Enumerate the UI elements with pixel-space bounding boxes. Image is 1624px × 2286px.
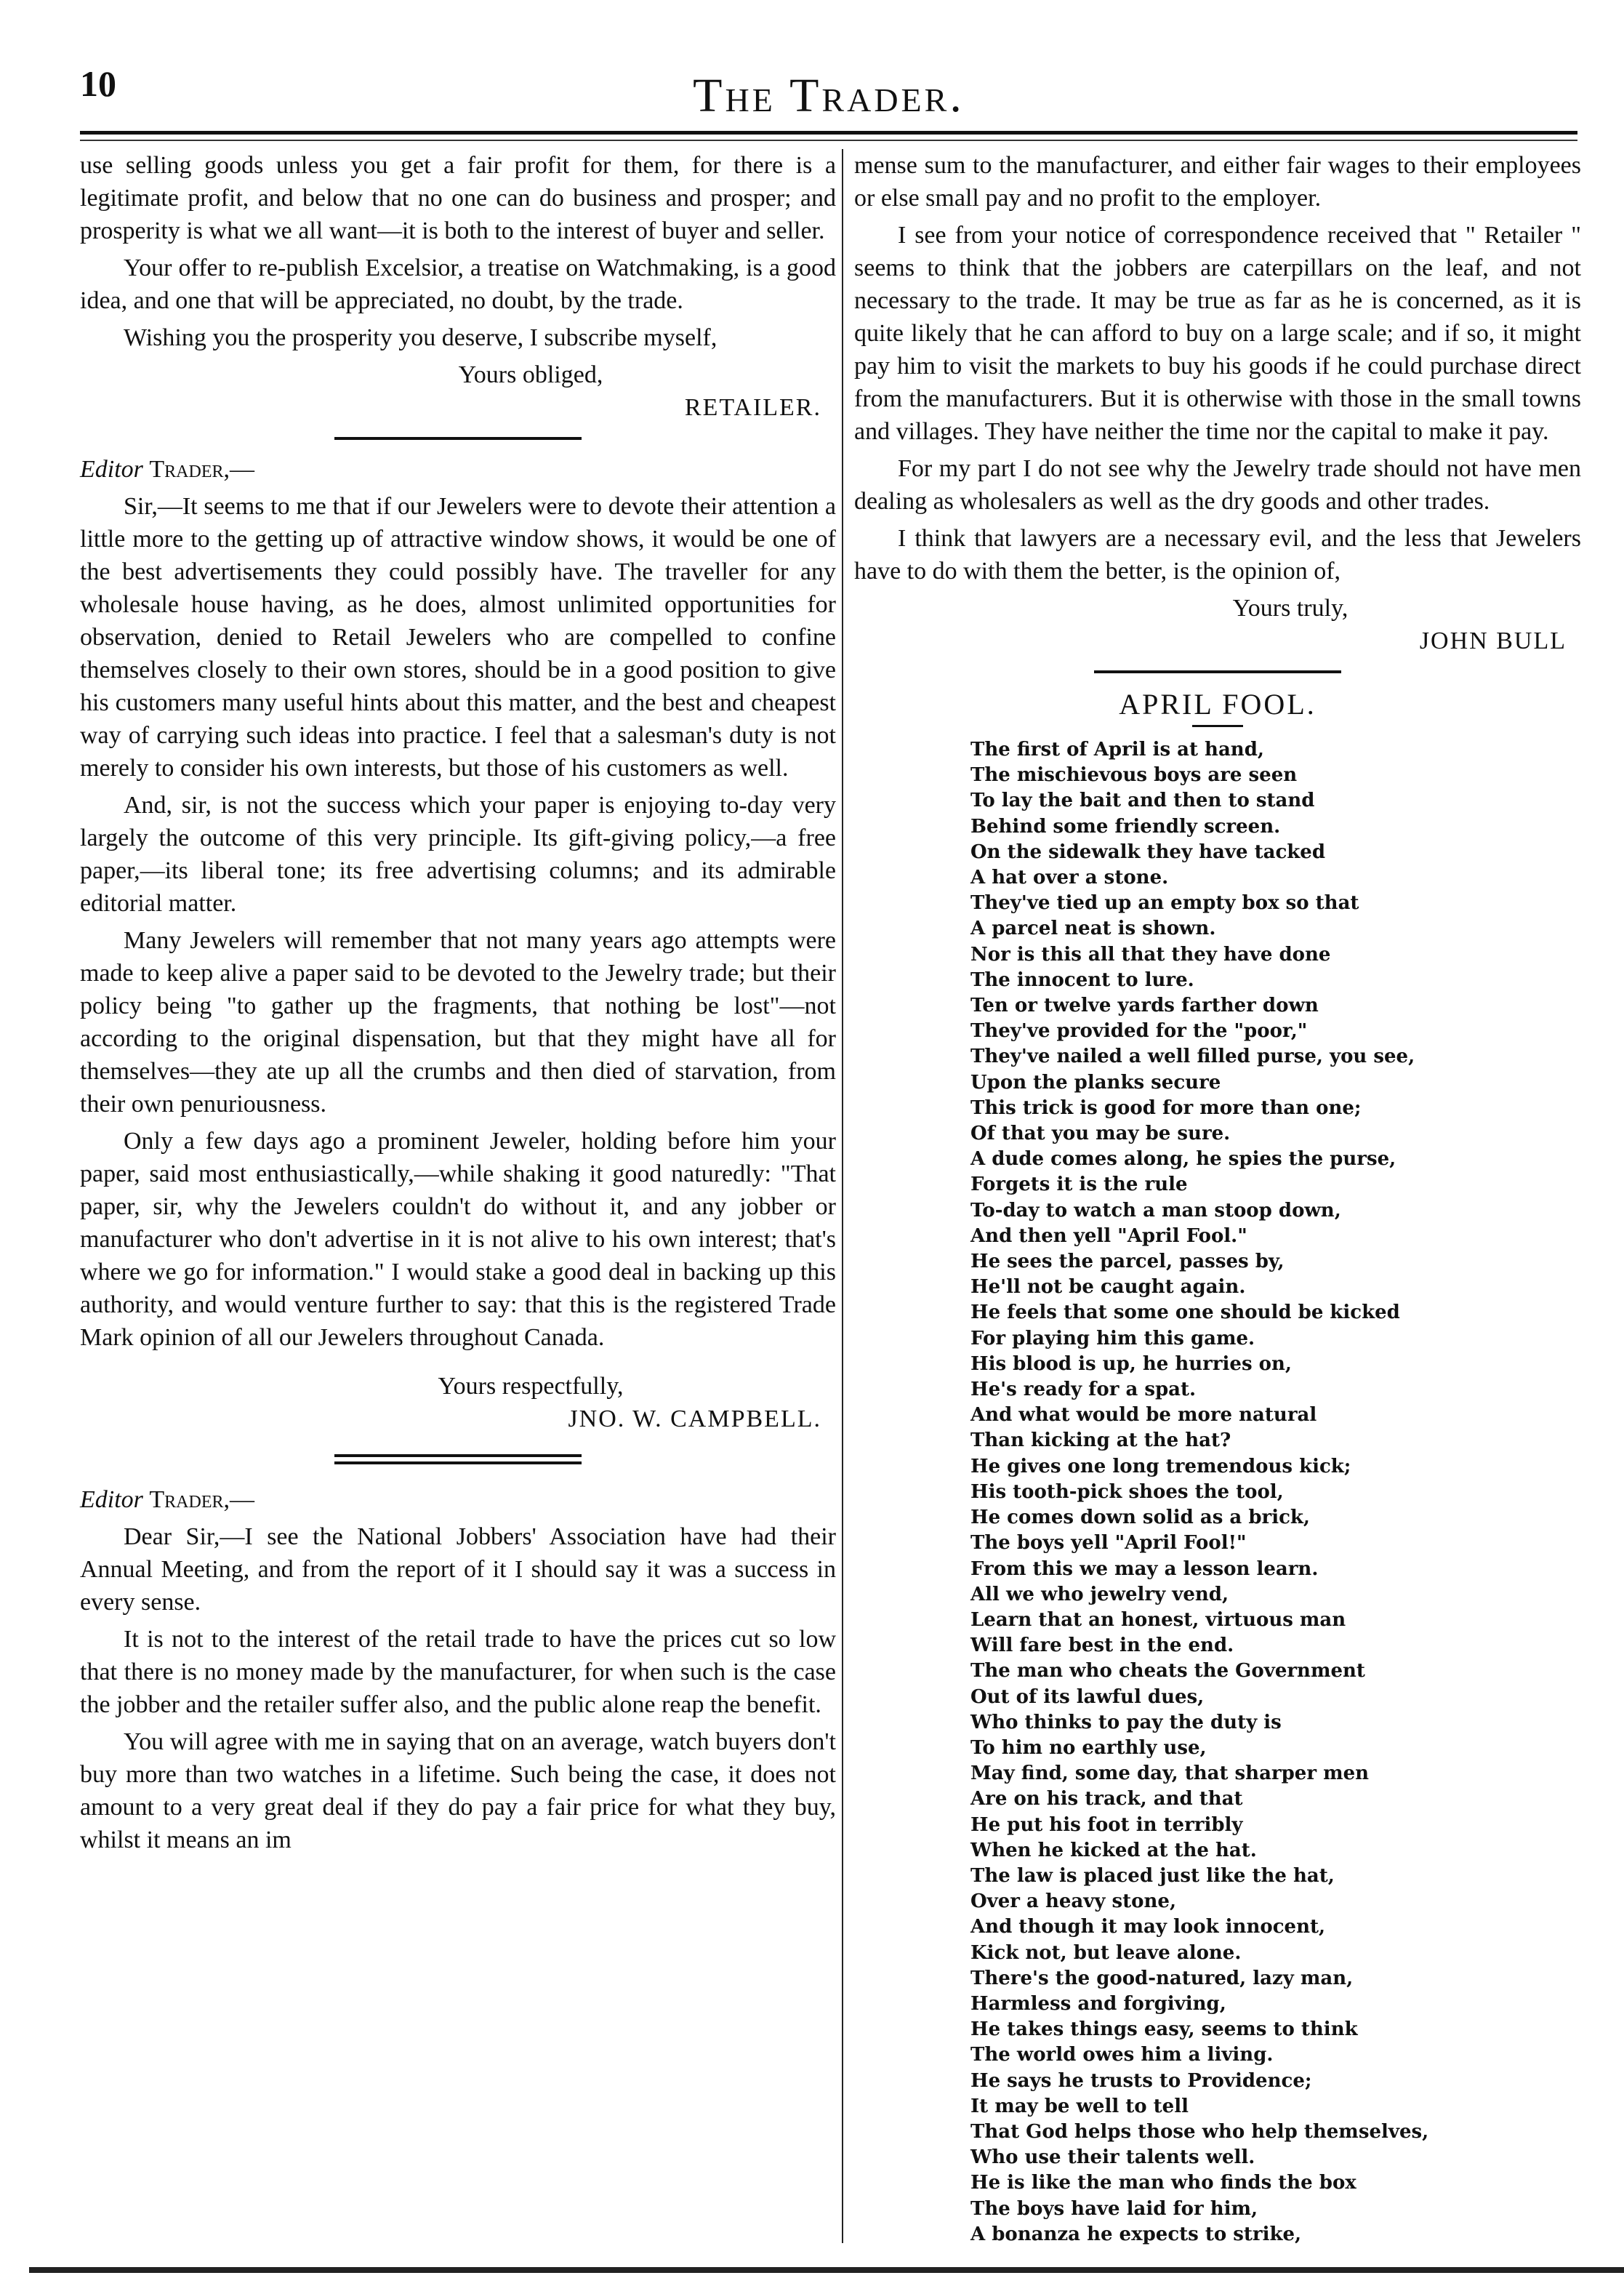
letter-paragraph: Sir,—It seems to me that if our Jewelers were to devote their attention a little more to the getting up of attractive window shows, it would be one of the best advertisements they could possibly have. The traveller for any wholesale house having, as he does, almost unlimited opportunities for observation, denied to Retail Jewelers who are compelled to confine themselves closely to their own stores, should be in a good position to give his customers many useful hints about this matter, and the best and cheapest way of carrying such ideas into practice. I feel that a salesman's duty is not merely to consider his own interests, but those of his customers as well. (80, 493, 836, 782)
letter-paragraph: Many Jewelers will remember that not many years ago attempts were made to keep alive a paper said to be devoted to the Jewelry trade; but their policy being "to gather up the fragments, that nothing be lost"—not according to the original dispensation, but that they might have all for themselves—they ate up all the crumbs and then died of starvation, from their own penuriousness. (80, 927, 836, 1118)
salutation-trader: Trader,— (149, 456, 255, 483)
left-column (80, 149, 836, 1861)
poem-line: He is like the man who finds the box (970, 2172, 1356, 2194)
poem-line: The boys have laid for him, (970, 2197, 1258, 2220)
column-divider (842, 149, 843, 2243)
poem-line: From this we may a lesson learn. (970, 1557, 1319, 1580)
right-column (854, 149, 1581, 2247)
poem-line: To him no earthly use, (970, 1736, 1207, 1759)
section-rule (1094, 670, 1341, 673)
poem-line: Harmless and forgiving, (970, 1992, 1226, 2015)
poem-line: Over a heavy stone, (970, 1890, 1176, 1913)
poem-line: When he kicked at the hat. (970, 1839, 1257, 1861)
poem-line: To lay the bait and then to stand (970, 790, 1315, 812)
letter-paragraph: use selling goods unless you get a fair profit for them, for there is a legitimate profit, and below that no one can do business and prosper; and prosperity is what we all want—it is both to the interest of buyer and seller. (80, 152, 836, 244)
poem-line: He says he trusts to Providence; (970, 2069, 1312, 2092)
page-header (80, 63, 1577, 135)
poem-line: He put his foot in terribly (970, 1813, 1243, 1836)
poem-line: May find, some day, that sharper men (970, 1762, 1370, 1785)
poem-line: Will fare best in the end. (970, 1635, 1234, 1657)
poem-line: The boys yell "April Fool!" (970, 1532, 1247, 1555)
letter-paragraph: And, sir, is not the success which your paper is enjoying to-day very largely the outcome of this very principle. Its gift-giving policy,—a free paper,—its liberal tone; its free advertising columns; and its admirable editorial matter. (80, 792, 836, 917)
poem-line: Forgets it is the rule (970, 1174, 1188, 1196)
poem-title: APRIL FOOL. (1119, 688, 1317, 721)
poem-line: Are on his track, and that (970, 1788, 1243, 1810)
poem-line: They've provided for the "poor," (970, 1020, 1308, 1043)
poem-title-rule (1192, 725, 1243, 727)
poem-line: To-day to watch a man stoop down, (970, 1199, 1341, 1222)
salutation-editor: Editor (80, 456, 143, 483)
letter-paragraph: Only a few days ago a prominent Jeweler, holding before him your paper, said most enthusiastically,—while shaking it good naturedly: "That paper, sir, why the Jewelers couldn't do without it, and any jobber or manufacturer who don't advertise in it is not alive to his own interest; that's where we go for information." I would stake a good deal in backing up this authority, and would venture further to say: that this is the registered Trade Mark opinion of all our Jewelers throughout Canada. (80, 1128, 836, 1351)
poem-line: A dude comes along, he spies the purse, (970, 1148, 1396, 1171)
poem-line: A parcel neat is shown. (970, 918, 1216, 940)
page-number: 10 (80, 63, 116, 104)
letter-paragraph: For my part I do not see why the Jewelry trade should not have men dealing as wholesalers as well as the dry goods and other trades. (854, 455, 1581, 515)
poem-line: Nor is this all that they have done (970, 943, 1331, 966)
poem-line: He takes things easy, seems to think (970, 2018, 1358, 2041)
bottom-rule (29, 2267, 1624, 2273)
poem-line: For playing him this game. (970, 1327, 1255, 1349)
salutation-editor: Editor (80, 1486, 143, 1513)
section-double-rule (334, 1454, 582, 1464)
letter-paragraph: Wishing you the prosperity you deserve, I subscribe myself, (124, 324, 717, 351)
poem-line: A hat over a stone. (970, 867, 1169, 889)
section-rule (334, 437, 582, 440)
poem-line: He sees the parcel, passes by, (970, 1251, 1285, 1273)
poem-line: The mischievous boys are seen (970, 764, 1298, 787)
letter-paragraph: It is not to the interest of the retail trade to have the prices cut so low that there is no money made by the manufacturer, for when such is the case the jobber and the retailer suffer also, and the public alone reap the benefit. (80, 1626, 836, 1718)
poem-line: His tooth-pick shoes the tool, (970, 1480, 1284, 1503)
poem-line: Ten or twelve yards farther down (970, 995, 1319, 1017)
poem-line: The world owes him a living. (970, 2044, 1274, 2066)
poem-line: And what would be more natural (970, 1404, 1317, 1427)
poem-body (854, 737, 1581, 2247)
poem-line: The man who cheats the Government (970, 1660, 1365, 1683)
letter-paragraph: mense sum to the manufacturer, and either fair wages to their employees or else small pay and no profit to the employer. (854, 152, 1581, 212)
poem-line: All we who jewelry vend, (970, 1583, 1229, 1605)
letter-signature: RETAILER. (684, 394, 821, 421)
poem-line: The first of April is at hand, (970, 739, 1264, 761)
poem-line: And though it may look innocent, (970, 1916, 1326, 1938)
poem-line: They've nailed a well filled purse, you see, (970, 1046, 1415, 1068)
header-rule (80, 131, 1577, 135)
poem-line: Behind some friendly screen. (970, 815, 1281, 838)
letter-salutation (80, 1483, 836, 1516)
letter-closing: Yours respectfully, (438, 1373, 624, 1400)
letter-salutation (80, 453, 836, 486)
poem-line: A bonanza he expects to strike, (970, 2223, 1302, 2245)
poem-line: The law is placed just like the hat, (970, 1864, 1335, 1887)
header-rule-thin (80, 140, 1577, 141)
poem-line: He feels that some one should be kicked (970, 1302, 1400, 1324)
poem-line: This trick is good for more than one; (970, 1096, 1362, 1119)
poem-line: Of that you may be sure. (970, 1123, 1231, 1145)
poem-line: Learn that an honest, virtuous man (970, 1608, 1346, 1631)
poem-line: Who use their talents well. (970, 2146, 1255, 2169)
letter-paragraph: Your offer to re-publish Excelsior, a treatise on Watchmaking, is a good idea, and one that will be appreciated, no doubt, by the trade. (80, 254, 836, 314)
poem-line: He's ready for a spat. (970, 1379, 1197, 1401)
letter-paragraph: I think that lawyers are a necessary evil, and the less that Jewelers have to do with them the better, is the opinion of, (854, 525, 1581, 585)
poem-line: He comes down solid as a brick, (970, 1507, 1310, 1529)
poem-line: His blood is up, he hurries on, (970, 1352, 1292, 1375)
poem-line: He'll not be caught again. (970, 1276, 1246, 1299)
letter-paragraph: Dear Sir,—I see the National Jobbers' Association have had their Annual Meeting, and from the report of it I should say it was a success in every sense. (80, 1523, 836, 1616)
poem-line: He gives one long tremendous kick; (970, 1455, 1351, 1477)
poem-line: It may be well to tell (970, 2095, 1189, 2117)
letter-signature: JNO. W. CAMPBELL. (568, 1405, 821, 1432)
poem-line: Than kicking at the hat? (970, 1429, 1231, 1452)
poem-line: There's the good-natured, lazy man, (970, 1967, 1354, 1989)
letter-signature: JOHN BULL (1419, 627, 1567, 654)
letter-paragraph: You will agree with me in saying that on an average, watch buyers don't buy more than two watches in a lifetime. Such being the case, it does not amount to a very great deal if they do pay a fair price for what they buy, whilst it means an im (80, 1728, 836, 1853)
poem-line: They've tied up an empty box so that (970, 892, 1359, 915)
poem-line: Out of its lawful dues, (970, 1685, 1205, 1708)
letter-closing: Yours obliged, (458, 361, 603, 388)
poem-line: Kick not, but leave alone. (970, 1941, 1242, 1964)
letter-closing: Yours truly, (1232, 595, 1348, 622)
poem-line: And then yell "April Fool." (970, 1224, 1247, 1247)
poem-line: Upon the planks secure (970, 1071, 1221, 1094)
poem-line: That God helps those who help themselves, (970, 2120, 1429, 2143)
salutation-trader: Trader,— (149, 1486, 255, 1513)
masthead-title: The Trader. (693, 69, 965, 122)
letter-paragraph: I see from your notice of correspondence received that " Retailer " seems to think that the jobbers are caterpillars on the leaf, and not necessary to the trade. It may be true as far as he is concerned, as it is quite likely that he can afford to buy on a large scale; and if so, it might pay him to visit the markets to buy his goods if he could purchase direct from the manufacturers. But it is otherwise with those in the small towns and villages. They have neither the time nor the capital to make it pay. (854, 222, 1581, 445)
poem-line: On the sidewalk they have tacked (970, 841, 1326, 863)
poem-line: Who thinks to pay the duty is (970, 1711, 1282, 1733)
poem-line: The innocent to lure. (970, 968, 1194, 991)
